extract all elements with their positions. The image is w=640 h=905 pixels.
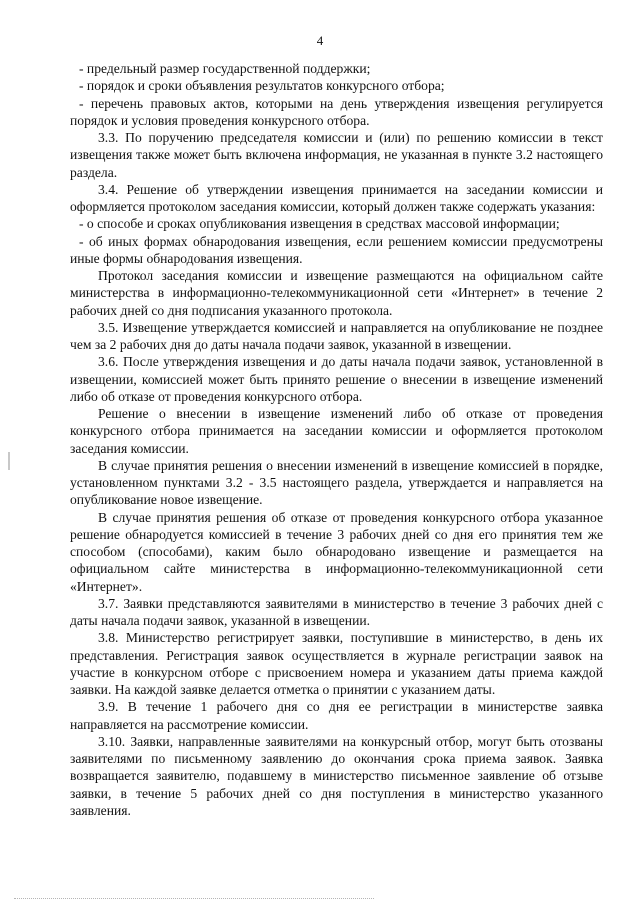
list-item-publication-method: - о способе и сроках опубликования извещения в средствах массовой информации; xyxy=(79,216,560,232)
list-item-results-procedure: - порядок и сроки объявления результатов конкурсного отбора; xyxy=(79,78,445,94)
paragraph-3-6: 3.6. После утверждения извещения и до даты начала подачи заявок, установленной в извещении, комиссией может быть принято решение о внесении в извещение изменений либо об отказе от проведения конкурсного отбора. xyxy=(70,354,603,404)
page-number: 4 xyxy=(316,33,324,48)
scan-bottom-rule xyxy=(14,898,374,899)
document-body xyxy=(70,60,603,819)
paragraph-3-7: 3.7. Заявки представляются заявителями в министерство в течение 3 рабочих дней с даты начала подачи заявок, указанной в извещении. xyxy=(70,595,603,628)
list-item-other-forms: - об иных формах обнародования извещения, если решением комиссии предусмотрены иные формы обнародования извещения. xyxy=(70,233,603,266)
list-item-support-size: - предельный размер государственной поддержки; xyxy=(79,61,371,76)
paragraph-new-notice: В случае принятия решения о внесении изменений в извещение комиссией в порядке, установленном пунктами 3.2 - 3.5 настоящего раздела, утверждается и направляется на опубликование новое извещение. xyxy=(70,457,603,508)
paragraph-protocol-publication: Протокол заседания комиссии и извещение размещаются на официальном сайте министерства в информационно-телекоммуникационной сети «Интернет» в течение 2 рабочих дней со дня подписания указанного протокола. xyxy=(70,268,603,318)
paragraph-3-4: 3.4. Решение об утверждении извещения принимается на заседании комиссии и оформляется протоколом заседания комиссии, который должен также содержать указания: xyxy=(70,181,603,214)
list-item-legal-acts: - перечень правовых актов, которыми на день утверждения извещения регулируется порядок и условия проведения конкурсного отбора. xyxy=(70,95,603,128)
paragraph-3-3: 3.3. По поручению председателя комиссии и (или) по решению комиссии в текст извещения также может быть включена информация, не указанная в пункте 3.2 настоящего раздела. xyxy=(70,130,603,180)
paragraph-3-9: 3.9. В течение 1 рабочего дня со дня ее регистрации в министерстве заявка направляется на рассмотрение комиссии. xyxy=(70,699,603,732)
paragraph-3-10: 3.10. Заявки, направленные заявителями на конкурсный отбор, могут быть отозваны заявителями по письменному заявлению до окончания срока приема заявок. Заявка возвращается заявителю, подавшему в министерство письменное заявление об отзыве заявки, в течение 5 рабочих дней со дня поступления в министерство указанного заявления. xyxy=(70,733,603,818)
scan-margin-mark xyxy=(8,452,10,470)
paragraph-3-8: 3.8. Министерство регистрирует заявки, поступившие в министерство, в день их представления. Регистрация заявок осуществляется в журнале регистрации заявок на участие в конкурсном отборе с присвоением номера и указанием даты приема каждой заявки. На каждой заявке делается отметка о принятии с указанием даты. xyxy=(70,630,603,697)
paragraph-refusal-decision: В случае принятия решения об отказе от проведения конкурсного отбора указанное решение обнародуется комиссией в течение 3 рабочих дней со дня его принятия тем же способом (способами), каким было обнародовано извещение и размещается на официальном сайте министерства в информационно-телекоммуникационной сети «Интернет». xyxy=(70,509,603,594)
paragraph-changes-decision: Решение о внесении в извещение изменений либо об отказе от проведения конкурсного отбора принимается на заседании комиссии и оформляется протоколом заседания комиссии. xyxy=(70,406,603,456)
paragraph-3-5: 3.5. Извещение утверждается комиссией и направляется на опубликование не позднее чем за 2 рабочих дня до даты начала подачи заявок, указанной в извещении. xyxy=(70,319,603,352)
